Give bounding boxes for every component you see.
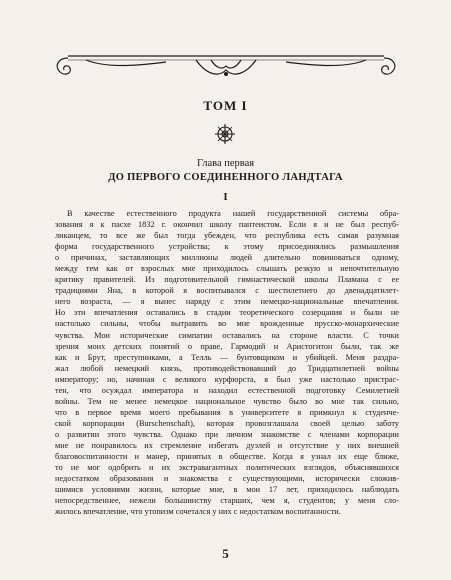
text-line: Но эти впечатления оставались в стадии теоретического созерцания и были не bbox=[55, 308, 399, 318]
text-line: между тем как от взрослых мне приходилось слышать резкую и непочтительную bbox=[55, 264, 399, 274]
text-line: войны. Тем не менее немецкое национальное чувство было во мне так сильно, bbox=[55, 396, 399, 406]
text-line: тен, что осуждал императора и находил естественной подготовку Семилетней bbox=[55, 385, 399, 395]
text-line: благовоспитанности и манер, принятых в обществе. Когда я узнал их еще ближе, bbox=[55, 452, 399, 462]
floral-vignette-icon bbox=[213, 122, 237, 146]
text-line: чувства. Мои исторические симпатии оставались на стороне власти. С точки bbox=[55, 330, 399, 340]
volume-title: ТОМ I bbox=[203, 98, 248, 113]
text-line: мне не понравилось их стремление избегать дуэлей и отсутствие у них внешней bbox=[55, 440, 399, 450]
chapter-label: Глава первая bbox=[196, 158, 255, 169]
text-line: как и Брут, преступниками, а Телль — бунтовщиком и убийцей. Меня раздра- bbox=[55, 352, 399, 362]
text-line: него возраста, — я вынес наряду с этим немецко-национальные впечатления. bbox=[55, 297, 399, 307]
section-number: I bbox=[223, 191, 228, 203]
body-text bbox=[55, 208, 399, 517]
text-line: то не мог одобрить и их экстравагантных политических взглядов, объяснявшихся bbox=[55, 463, 399, 473]
text-line: ликанцем, то все же был тогда убежден, что республика есть самая разумная bbox=[55, 231, 399, 241]
text-line: что в первое время моего пребывания в университете я примкнул к студенче- bbox=[55, 407, 399, 417]
chapter-title: ДО ПЕРВОГО СОЕДИНЕННОГО ЛАНДТАГА bbox=[108, 172, 343, 183]
text-line: о развитии этого чувства. Однако при личном знакомстве с членами корпорации bbox=[55, 429, 399, 439]
text-line: императору; но, начиная с великого курфюрста, я был уже настолько пристрас- bbox=[55, 374, 399, 384]
text-line: критику правителей. Из подготовительной гимнастической школы Пламана с ее bbox=[55, 275, 399, 285]
page-number: 5 bbox=[222, 546, 229, 561]
text-line: зрения моих детских понятий о праве, Гармодий и Аристогитон были, так же bbox=[55, 341, 399, 351]
text-line: настолько сильны, чтобы вытравить во мне врожденные прусско-монархические bbox=[55, 319, 399, 329]
text-line: жал любой немецкий князь, противодействовавший до Тридцатилетней войны bbox=[55, 363, 399, 373]
header-ornament-icon bbox=[46, 44, 406, 84]
text-line: о причинах, заставляющих миллионы людей длительно повиноваться одному, bbox=[55, 253, 399, 263]
text-line: ской корпорации (Burschenschaft), которая провозглашала своей целью заботу bbox=[55, 418, 399, 428]
text-line: шимися условиями жизни, которые мне, в мои 17 лет, приходилось наблюдать bbox=[55, 485, 399, 495]
text-line: традициями Яна, в которой я воспитывался с шестилетнего до двенадцатилет- bbox=[55, 286, 399, 296]
text-line: форма государственного устройства; к этому присоединялись размышления bbox=[55, 242, 399, 252]
text-line: В качестве естественного продукта нашей государственной системы обра- bbox=[67, 209, 399, 218]
text-line: недостатком образования и знакомства с существующими, исторически сложив- bbox=[55, 474, 399, 484]
text-line: зования я к пасхе 1832 г. окончил школу пантеистом. Если я и не был респуб- bbox=[55, 220, 399, 230]
text-line: непосредственнее, нежели большинству старших, чем я, студентов; у меня сло- bbox=[55, 496, 399, 506]
text-line: жилось впечатление, что утопизм сочетался у них с недостатком воспитанности. bbox=[55, 507, 341, 517]
